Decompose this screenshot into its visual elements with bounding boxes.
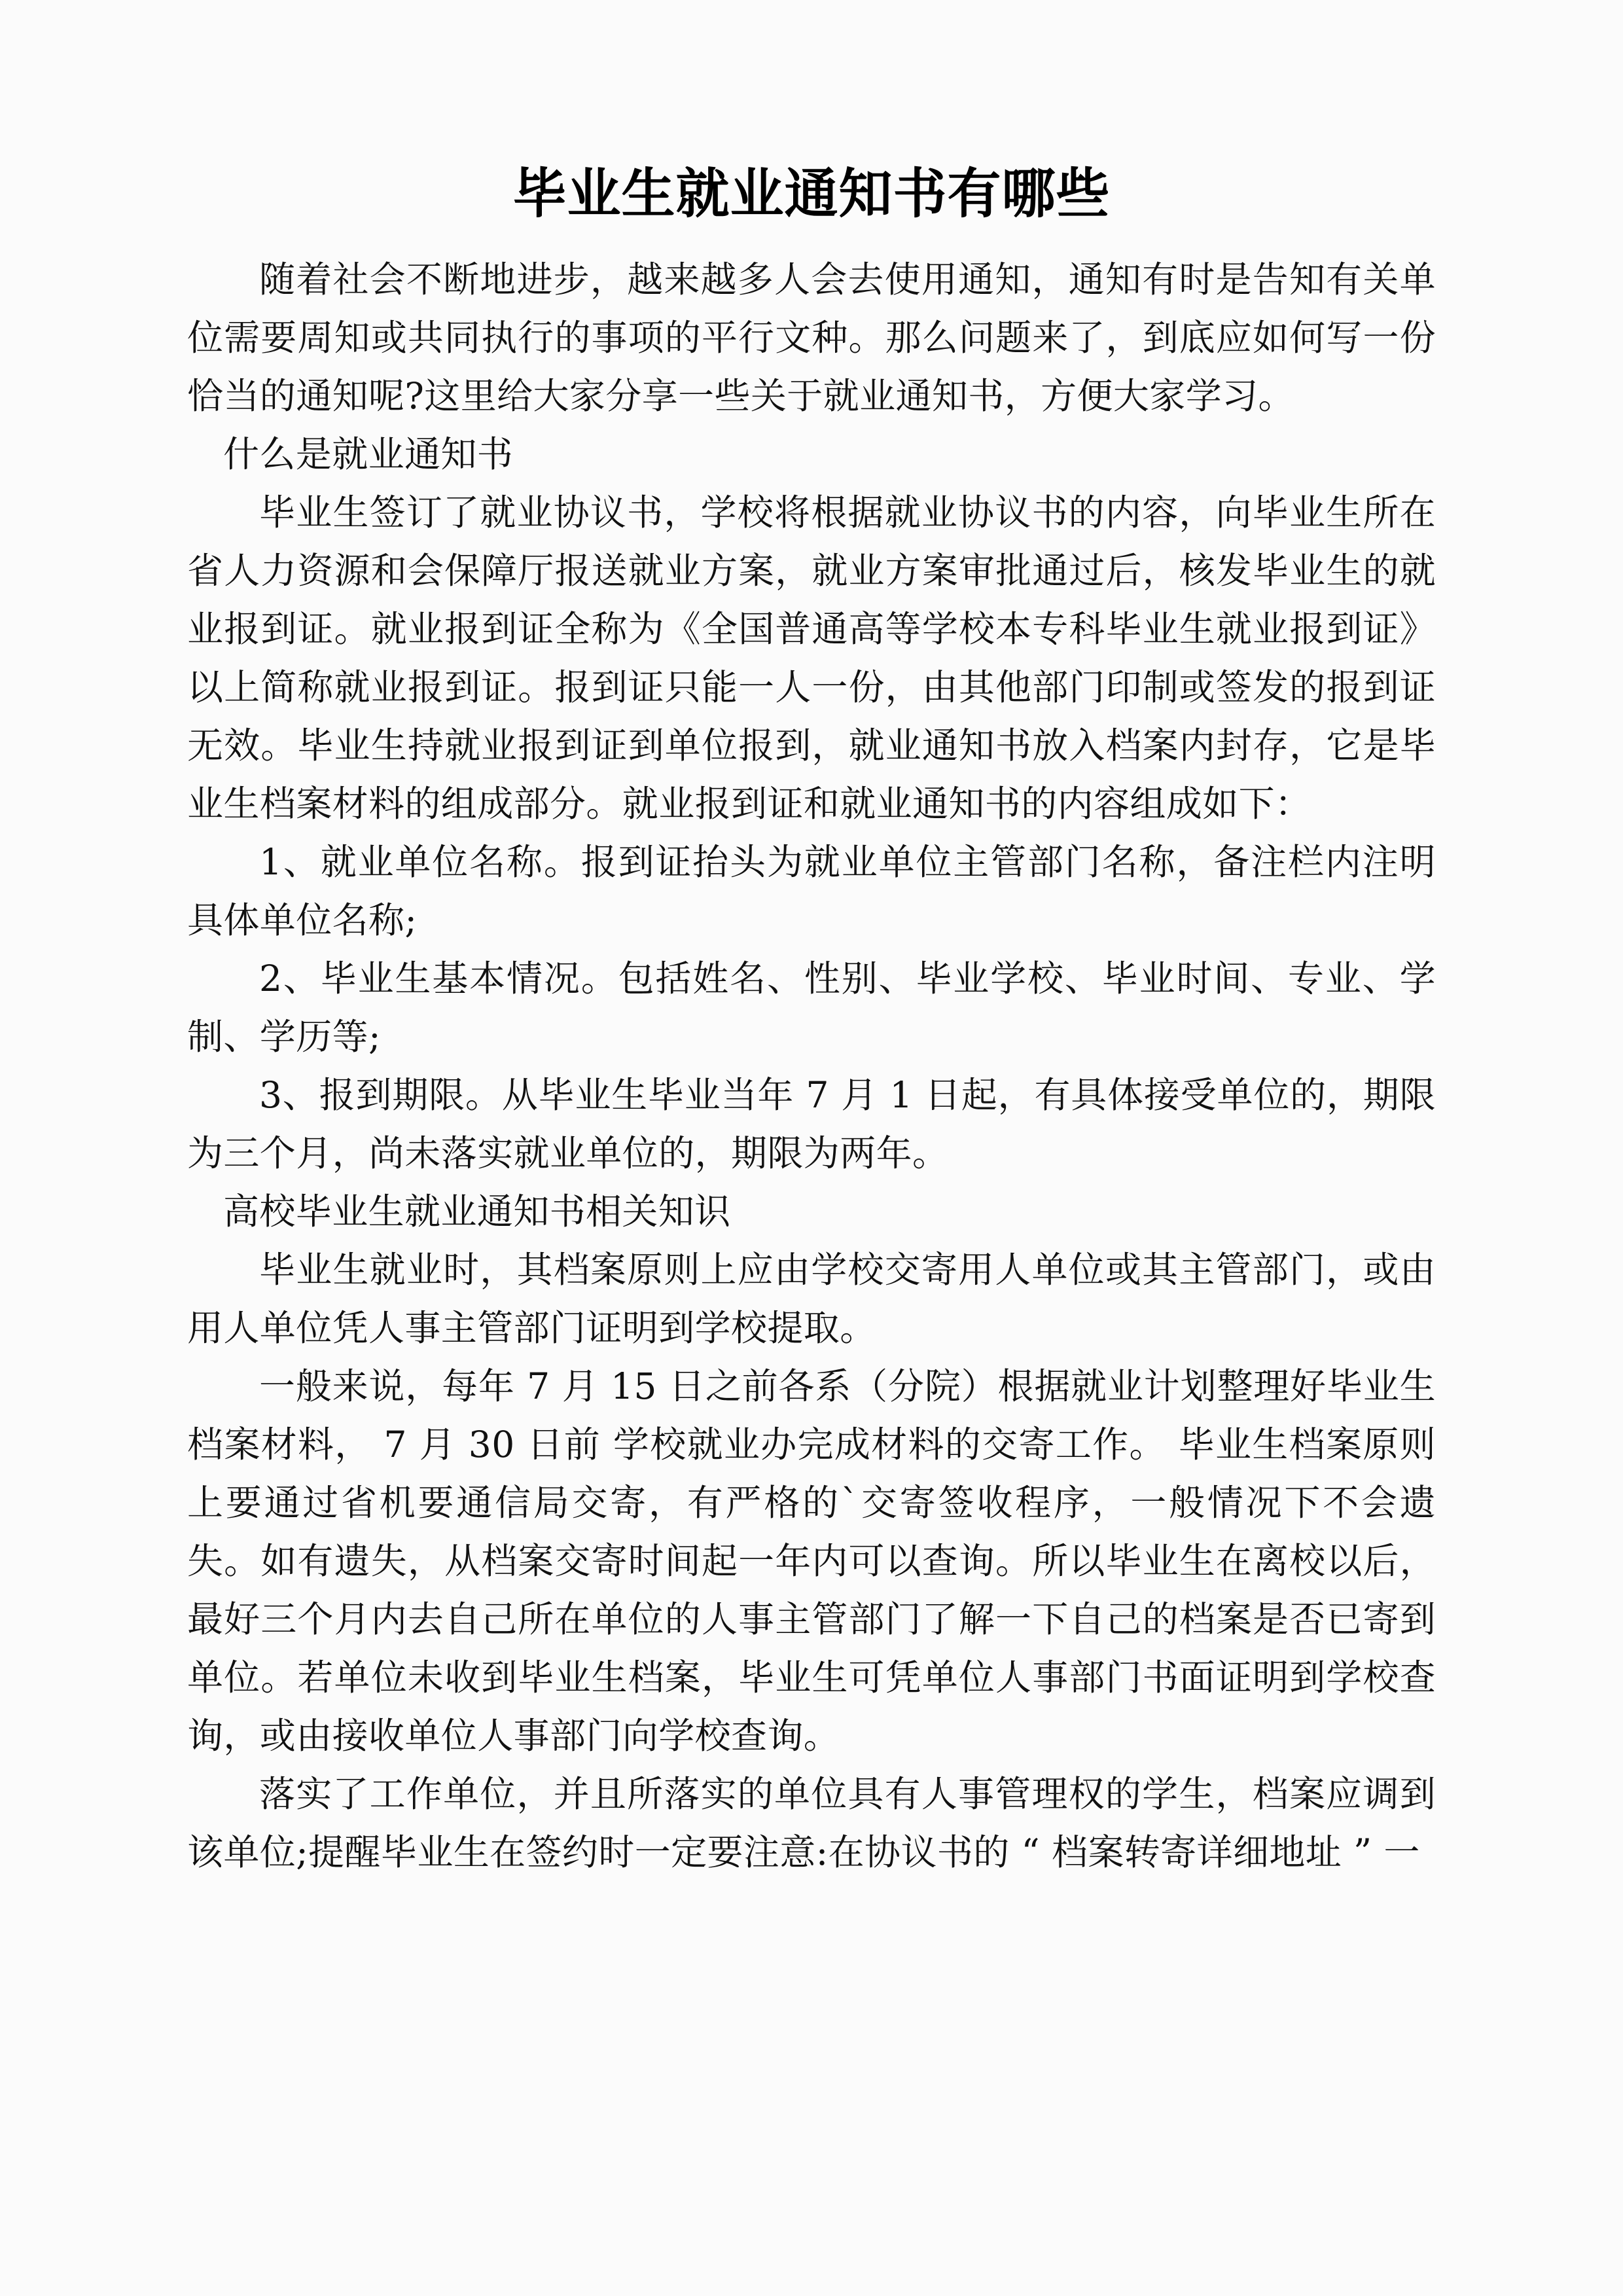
- paragraph-related-3: 落实了工作单位，并且所落实的单位具有人事管理权的学生，档案应调到该单位;提醒毕业生在签约时一定要注意:在协议书的 “ 档案转寄详细地址 ” 一: [187, 1772, 1436, 1873]
- paragraph-related-1: 毕业生就业时，其档案原则上应由学校交寄用人单位或其主管部门，或由用人单位凭人事主管部门证明到学校提取。: [187, 1248, 1436, 1349]
- section-heading-related-knowledge: 高校毕业生就业通知书相关知识: [223, 1190, 731, 1232]
- paragraph-intro: 随着社会不断地进步，越来越多人会去使用通知，通知有时是告知有关单位需要周知或共同执行的事项的平行文种。那么问题来了，到底应如何写一份恰当的通知呢?这里给大家分享一些关于就业通知书，方便大家学习。: [187, 258, 1436, 417]
- page-title: 毕业生就业通知书有哪些: [512, 163, 1111, 225]
- section-heading-what-is: 什么是就业通知书: [223, 433, 514, 475]
- paragraph-what-is-body: 毕业生签订了就业协议书，学校将根据就业协议书的内容，向毕业生所在省人力资源和会保障厅报送就业方案，就业方案审批通过后，核发毕业生的就业报到证。就业报到证全称为《全国普通高等学校本专科毕业生就业报到证》以上简称就业报到证。报到证只能一人一份，由其他部门印制或签发的报到证无效。毕业生持就业报到证到单位报到，就业通知书放入档案内封存，它是毕业生档案材料的组成部分。就业报到证和就业通知书的内容组成如下：: [187, 491, 1436, 825]
- document-content: [187, 161, 1436, 1882]
- list-item-1: 1、就业单位名称。报到证抬头为就业单位主管部门名称，备注栏内注明具体单位名称;: [187, 840, 1436, 941]
- list-item-2: 2、毕业生基本情况。包括姓名、性别、毕业学校、毕业时间、专业、学制、学历等;: [187, 957, 1436, 1058]
- list-item-3: 3、报到期限。从毕业生毕业当年 7 月 1 日起，有具体接受单位的，期限为三个月，尚未落实就业单位的，期限为两年。: [187, 1073, 1436, 1174]
- paragraph-related-2: 一般来说，每年 7 月 15 日之前各系（分院）根据就业计划整理好毕业生档案材料， 7 月 30 日前 学校就业办完成材料的交寄工作。 毕业生档案原则上要通过省机要通信局交寄，有严格的`交寄签收程序，一般情况下不会遗失。如有遗失，从档案交寄时间起一年内可以查询。所以毕业生在离校以后，最好三个月内去自己所在单位的人事主管部门了解一下自己的档案是否已寄到单位。若单位未收到毕业生档案，毕业生可凭单位人事部门书面证明到学校查询，或由接收单位人事部门向学校查询。: [187, 1365, 1436, 1757]
